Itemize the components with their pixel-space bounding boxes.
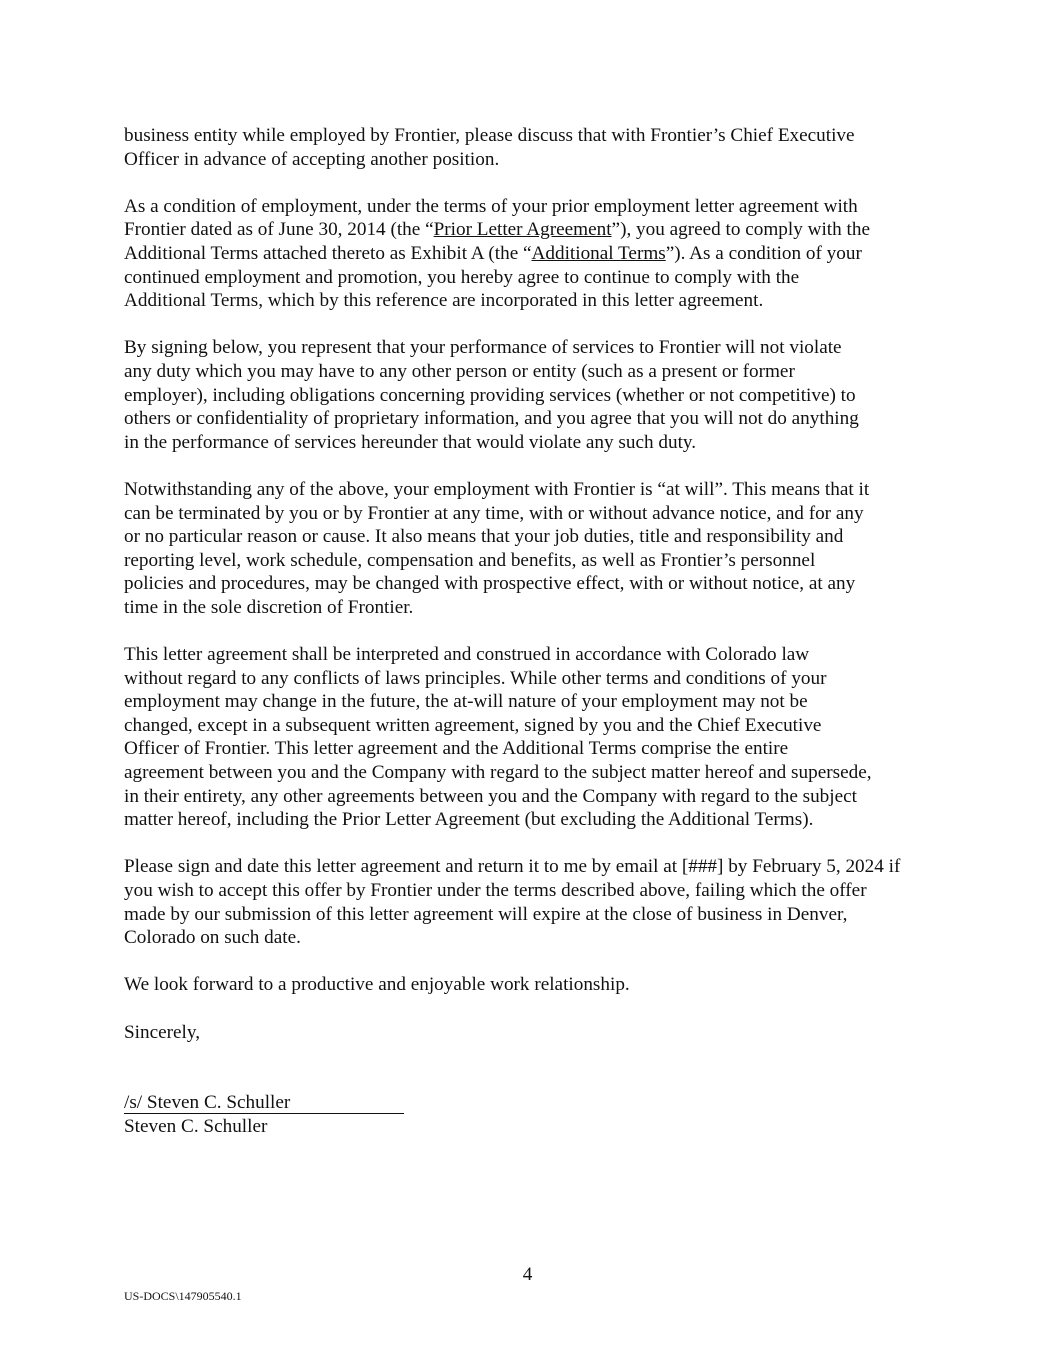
text-line: Officer in advance of accepting another position.: [124, 148, 500, 170]
text-fragment: Frontier dated as of June 30, 2014 (the “: [124, 219, 434, 241]
page-number: 4: [522, 1264, 533, 1285]
paragraph-governing-law: [124, 643, 974, 832]
text-line: Additional Terms, which by this reference are incorporated in this letter agreement.: [124, 290, 764, 312]
text-line: We look forward to a productive and enjoyable work relationship.: [124, 974, 630, 996]
text-line: changed, except in a subsequent written agreement, signed by you and the Chief Executive: [124, 714, 822, 736]
text-fragment: Additional Terms attached thereto as Exhibit A (the “: [124, 242, 532, 264]
text-line: This letter agreement shall be interpreted and construed in accordance with Colorado law: [124, 644, 810, 666]
text-line: continued employment and promotion, you hereby agree to continue to comply with the: [124, 266, 800, 288]
text-fragment: ”), you agreed to comply with the: [611, 219, 870, 241]
text-line: policies and procedures, may be changed with prospective effect, with or without notice, at any: [124, 573, 856, 595]
text-line: By signing below, you represent that your performance of services to Frontier will not violate: [124, 337, 842, 359]
paragraph-look-forward: [124, 973, 974, 997]
text-line: can be terminated by you or by Frontier at any time, with or without advance notice, and for any: [124, 502, 864, 524]
text-line: business entity while employed by Frontier, please discuss that with Frontier’s Chief Executive: [124, 125, 855, 146]
text-line: you wish to accept this offer by Frontier under the terms described above, failing which the offer: [124, 880, 867, 901]
text-line: Colorado on such date.: [124, 927, 301, 949]
paragraph-no-conflicting-duty: [124, 336, 974, 454]
text-line-with-defined-term: [124, 242, 974, 266]
text-line: any duty which you may have to any other person or entity (such as a present or former: [124, 360, 795, 382]
document-id: US-DOCS\147905540.1: [124, 1289, 242, 1303]
text-line: Notwithstanding any of the above, your employment with Frontier is “at will”. This means that it: [124, 478, 870, 500]
text-fragment: ”). As a condition of your: [665, 242, 862, 264]
text-line: in the performance of services hereunder that would violate any such duty.: [124, 431, 697, 453]
text-line: matter hereof, including the Prior Letter Agreement (but excluding the Additional Terms).: [124, 809, 814, 831]
text-line: reporting level, work schedule, compensation and benefits, as well as Frontier’s personnel: [124, 549, 816, 571]
defined-term-prior-letter-agreement: Prior Letter Agreement: [433, 219, 612, 241]
text-line: agreement between you and the Company with regard to the subject matter hereof and supersede,: [124, 762, 872, 784]
text-line: or no particular reason or cause. It also means that your job duties, title and responsibility and: [124, 526, 844, 548]
paragraph-at-will: [124, 478, 974, 620]
closing-salutation: Sincerely,: [124, 1021, 201, 1043]
signature-block: [124, 1091, 974, 1138]
text-line: time in the sole discretion of Frontier.: [124, 596, 414, 618]
text-line: Officer of Frontier. This letter agreement and the Additional Terms comprise the entire: [124, 738, 789, 760]
text-line: others or confidentiality of proprietary information, and you agree that you will not do anything: [124, 408, 859, 430]
letter-body: [124, 124, 974, 1138]
text-line: employment may change in the future, the at-will nature of your employment may not be: [124, 691, 808, 713]
defined-term-additional-terms: Additional Terms: [531, 242, 666, 264]
text-line-with-defined-term: [124, 218, 974, 242]
text-line: in their entirety, any other agreements between you and the Company with regard to the subject: [124, 785, 857, 807]
paragraph-additional-terms: [124, 195, 974, 313]
text-line: made by our submission of this letter agreement will expire at the close of business in Denver,: [124, 903, 848, 925]
text-line: without regard to any conflicts of laws principles. While other terms and conditions of your: [124, 667, 827, 689]
paragraph-acceptance-deadline: [124, 855, 974, 949]
signer-printed-name: Steven C. Schuller: [124, 1115, 268, 1137]
text-line: employer), including obligations concerning providing services (whether or not competitive) to: [124, 384, 856, 406]
text-line: Please sign and date this letter agreement and return it to me by email at [###] by February 5, 2024 if: [124, 856, 901, 878]
signature-line: /s/ Steven C. Schuller: [124, 1092, 404, 1114]
text-line: As a condition of employment, under the terms of your prior employment letter agreement with: [124, 195, 858, 217]
paragraph-outside-business: [124, 124, 974, 171]
